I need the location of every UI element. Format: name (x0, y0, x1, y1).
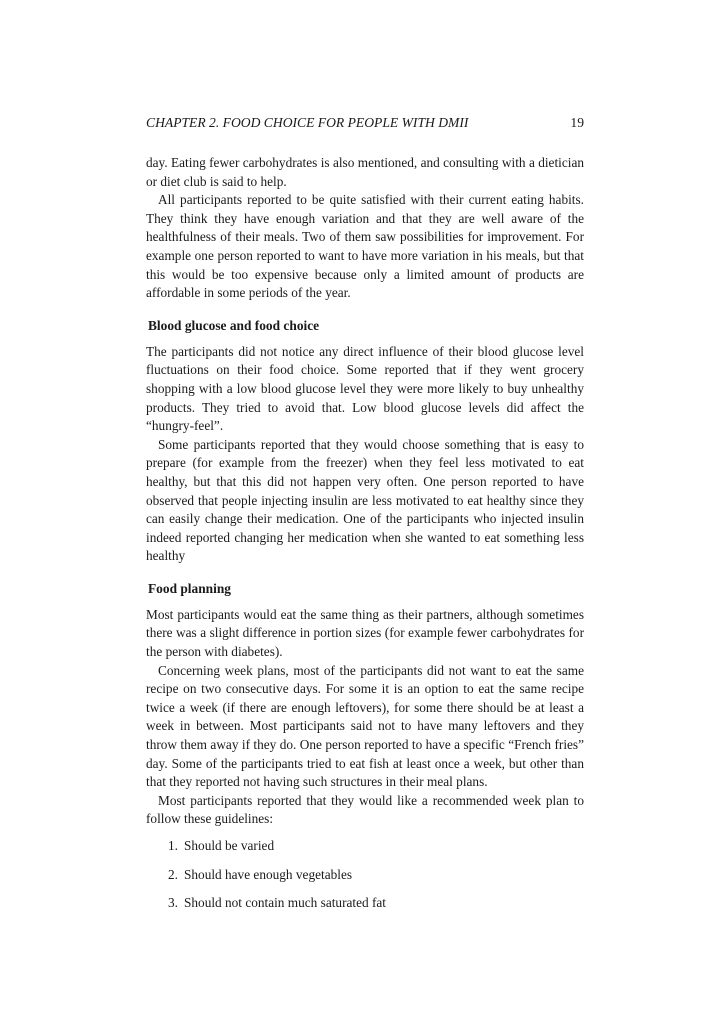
list-item-text: Should not contain much saturated fat (184, 895, 386, 911)
paragraph: The participants did not notice any direct influence of their blood glucose level fluctuations on their food choice. Some reported that if they went grocery shopping with a low blood glucose level they were more likely to buy unhealthy products. They tried to avoid that. Low blood glucose levels did affect the “hungry-feel”. (146, 343, 584, 434)
running-header (146, 113, 584, 133)
paragraph: All participants reported to be quite satisfied with their current eating habits. They think they have enough variation and that they are well aware of the healthfulness of their meals. Two of them saw possibilities for improvement. For example one person reported to want to have more variation in his meals, but that this would be too expensive because only a limited amount of products are affordable in some periods of the year. (146, 192, 584, 301)
paragraph: Most participants reported that they would like a recommended week plan to follow these guidelines: (146, 792, 584, 827)
list-item-text: Should be varied (184, 838, 275, 853)
page-body (146, 154, 584, 923)
list-item-number: 1. (168, 838, 178, 853)
paragraph: Most participants would eat the same thing as their partners, although sometimes there was a slight difference in portion sizes (for example fewer carbohydrates for the person with diabetes). (146, 606, 584, 660)
list-item (146, 837, 584, 856)
paragraph: day. Eating fewer carbohydrates is also mentioned, and consulting with a dietician or diet club is said to help. (146, 155, 584, 189)
section-heading-blood-glucose: Blood glucose and food choice (148, 317, 320, 333)
paragraph: Concerning week plans, most of the participants did not want to eat the same recipe on two consecutive days. For some it is an option to eat the same recipe twice a week (if there are enough leftovers), for some there should be at least a week in between. Most participants said not to have many leftovers and they throw them away if they do. One person reported to have a specific “French fries” day. Some of the participants tried to eat fish at least once a week, but other than that they reported not having such structures in their meal plans. (146, 662, 584, 790)
guidelines-list (146, 837, 584, 913)
list-item-number: 3. (168, 895, 178, 911)
list-item (146, 866, 584, 885)
list-item-text: Should have enough vegetables (184, 866, 353, 882)
page-number: 19 (570, 115, 584, 130)
section-heading-food-planning: Food planning (148, 580, 231, 596)
paragraph: Some participants reported that they would choose something that is easy to prepare (for example from the freezer) when they feel less motivated to eat healthy, but that this did not happen very often. One person reported to have observed that people injecting insulin are less motivated to eat healthy since they can easily change their medication. One of the participants who injected insulin indeed reported changing her medication when she wanted to eat something less healthy (146, 436, 584, 564)
list-item-number: 2. (168, 866, 178, 882)
list-item (146, 894, 584, 913)
chapter-title: CHAPTER 2. FOOD CHOICE FOR PEOPLE WITH DMII (146, 115, 469, 130)
